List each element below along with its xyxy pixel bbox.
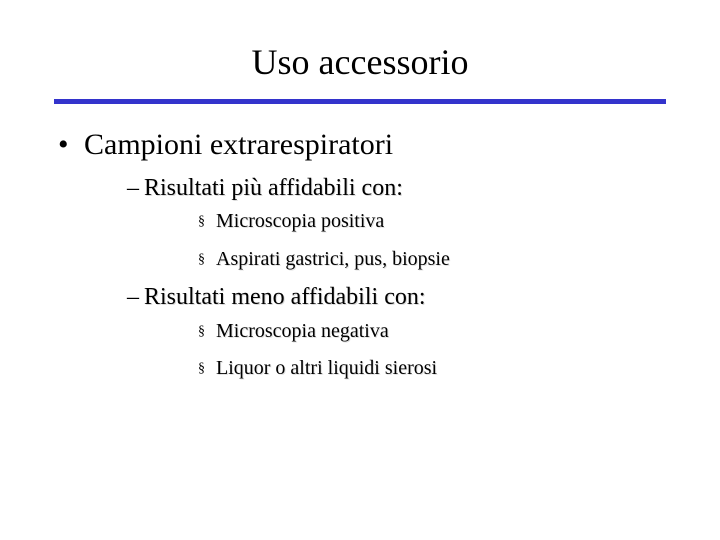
bullet-level3 [198,246,450,273]
bullet-text: Liquor o altri liquidi sierosi [216,357,438,379]
section-sign-icon: § [198,214,205,229]
section-sign-icon: § [198,361,205,376]
bullet-text: Microscopia positiva [216,210,385,232]
dash-icon: – [127,284,139,310]
section-sign-icon: § [198,324,205,339]
bullet-level2 [127,173,403,203]
bullet-level3 [198,318,389,345]
bullet-dot-icon: • [58,128,69,161]
bullet-text: Aspirati gastrici, pus, biopsie [216,248,450,270]
bullet-text: Microscopia negativa [216,320,389,342]
bullet-text: Campioni extrarespiratori [84,128,394,161]
bullet-level1 [58,126,393,164]
bullet-level3 [198,355,437,382]
bullet-text: Risultati più affidabili con: [144,175,403,201]
bullet-level3 [198,208,384,235]
section-sign-icon: § [198,252,205,267]
dash-icon: – [127,175,139,201]
bullet-level2 [127,282,426,312]
title-divider [54,99,666,104]
slide-title: Uso accessorio [251,42,469,82]
bullet-text: Risultati meno affidabili con: [144,284,426,310]
